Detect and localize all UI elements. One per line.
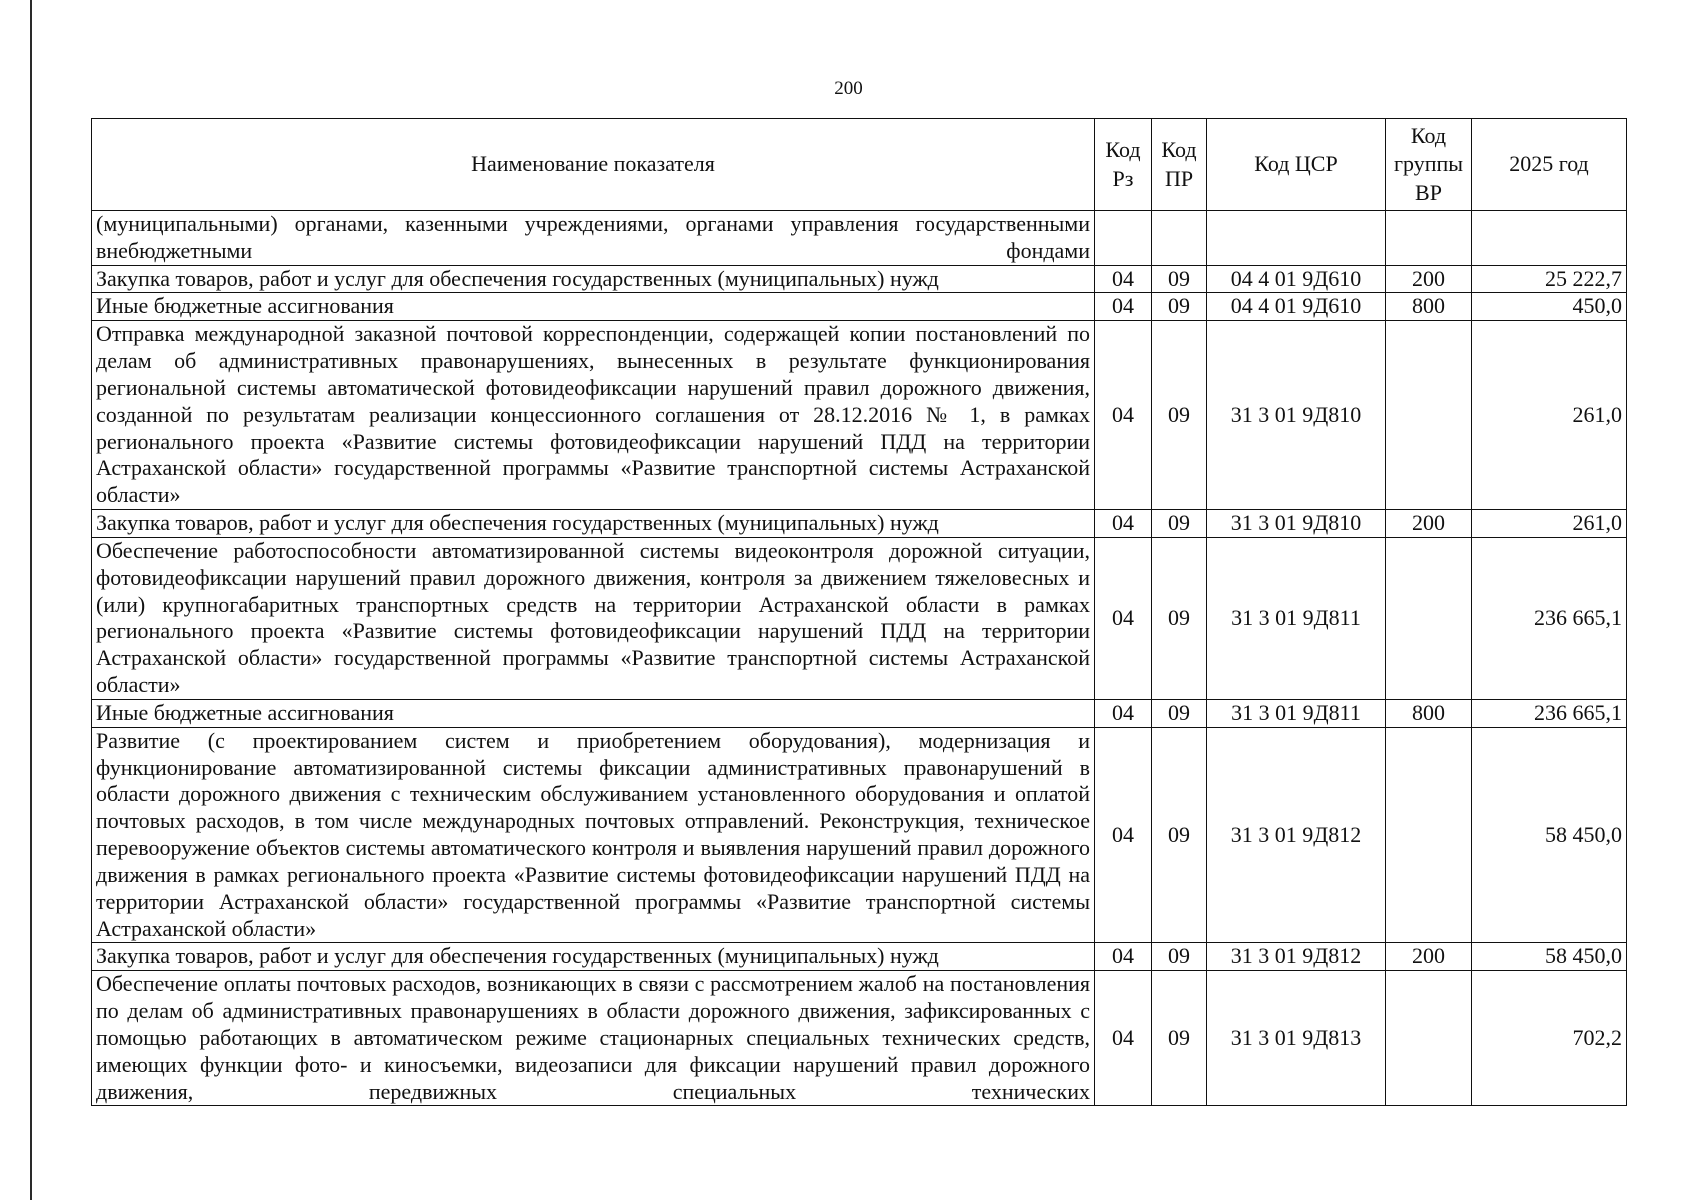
table-row: [92, 510, 1627, 538]
row-csr: 31 3 01 9Д812: [1207, 727, 1386, 943]
table-row: [92, 537, 1627, 699]
row-csr: [1207, 211, 1386, 266]
row-vr: 200: [1386, 265, 1472, 293]
row-amount: 702,2: [1472, 971, 1627, 1106]
table-row: [92, 943, 1627, 971]
row-vr: [1386, 537, 1472, 699]
row-rz: 04: [1095, 510, 1152, 538]
page-number: 200: [834, 78, 863, 99]
header-rz: Код Рз: [1095, 119, 1152, 211]
row-amount: 58 450,0: [1472, 943, 1627, 971]
row-pr: 09: [1152, 699, 1207, 727]
row-vr: 800: [1386, 293, 1472, 321]
row-amount: 25 222,7: [1472, 265, 1627, 293]
row-name: Иные бюджетные ассигнования: [92, 293, 1095, 321]
row-vr: [1386, 211, 1472, 266]
row-name: Обеспечение оплаты почтовых расходов, возникающих в связи с рассмотрением жалоб на постановления по делам об административных правонарушениях в области дорожного движения, зафиксированных с помощью работающих в автоматическом режиме стационарных специальных технических средств, имеющих функции фото- и киносъемки, видеозаписи для фиксации нарушений правил дорожного движения, передвижных специальных технических: [92, 971, 1095, 1106]
row-csr: 04 4 01 9Д610: [1207, 265, 1386, 293]
row-name: Закупка товаров, работ и услуг для обеспечения государственных (муниципальных) нужд: [92, 265, 1095, 293]
row-amount: 450,0: [1472, 293, 1627, 321]
table-row: [92, 211, 1627, 266]
row-csr: 31 3 01 9Д811: [1207, 699, 1386, 727]
row-name: Обеспечение работоспособности автоматизированной системы видеоконтроля дорожной ситуации, фотовидеофиксации нарушений правил дорожного движения, контроля за движением тяжеловесных и (или) крупногабаритных транспортных средств на территории Астраханской области в рамках регионального проекта «Развитие системы фотовидеофиксации нарушений ПДД на территории Астраханской области» государственной программы «Развитие транспортной системы Астраханской области»: [92, 537, 1095, 699]
row-amount: 58 450,0: [1472, 727, 1627, 943]
row-pr: 09: [1152, 971, 1207, 1106]
row-rz: 04: [1095, 943, 1152, 971]
row-rz: 04: [1095, 293, 1152, 321]
row-rz: 04: [1095, 265, 1152, 293]
row-name: Развитие (с проектированием систем и приобретением оборудования), модернизация и функционирование автоматизированной системы фиксации административных правонарушений в области дорожного движения с техническим обслуживанием установленного оборудования и оплатой почтовых расходов, в том числе международных почтовых отправлений. Реконструкция, техническое перевооружение объектов системы автоматического контроля и выявления нарушений правил дорожного движения в рамках регионального проекта «Развитие системы фотовидеофиксации нарушений ПДД на территории Астраханской области» государственной программы «Развитие транспортной системы Астраханской области»: [92, 727, 1095, 943]
row-vr: [1386, 971, 1472, 1106]
row-vr: 200: [1386, 510, 1472, 538]
row-csr: 31 3 01 9Д811: [1207, 537, 1386, 699]
row-rz: 04: [1095, 727, 1152, 943]
page-margin-rule: [30, 0, 32, 1200]
table-row: [92, 321, 1627, 510]
row-pr: 09: [1152, 943, 1207, 971]
row-amount: 261,0: [1472, 321, 1627, 510]
row-pr: 09: [1152, 727, 1207, 943]
row-rz: 04: [1095, 971, 1152, 1106]
table-row: [92, 699, 1627, 727]
row-name: Иные бюджетные ассигнования: [92, 699, 1095, 727]
row-name: (муниципальными) органами, казенными учреждениями, органами управления государственными внебюджетными фондами: [92, 211, 1095, 266]
row-amount: 236 665,1: [1472, 537, 1627, 699]
table-row: [92, 265, 1627, 293]
header-year: 2025 год: [1472, 119, 1627, 211]
row-rz: 04: [1095, 699, 1152, 727]
row-vr: [1386, 321, 1472, 510]
table-row: [92, 727, 1627, 943]
row-amount: [1472, 211, 1627, 266]
row-vr: 800: [1386, 699, 1472, 727]
header-csr: Код ЦСР: [1207, 119, 1386, 211]
row-csr: 31 3 01 9Д812: [1207, 943, 1386, 971]
row-name: Закупка товаров, работ и услуг для обеспечения государственных (муниципальных) нужд: [92, 943, 1095, 971]
row-amount: 261,0: [1472, 510, 1627, 538]
row-pr: [1152, 211, 1207, 266]
row-rz: 04: [1095, 537, 1152, 699]
header-vr: Код группы ВР: [1386, 119, 1472, 211]
header-pr: Код ПР: [1152, 119, 1207, 211]
table-row: [92, 971, 1627, 1106]
header-name: Наименование показателя: [92, 119, 1095, 211]
row-vr: [1386, 727, 1472, 943]
row-pr: 09: [1152, 510, 1207, 538]
row-pr: 09: [1152, 321, 1207, 510]
row-csr: 31 3 01 9Д813: [1207, 971, 1386, 1106]
row-name: Отправка международной заказной почтовой корреспонденции, содержащей копии постановлений по делам об административных правонарушениях, вынесенных в результате функционирования региональной системы автоматической фотовидеофиксации нарушений правил дорожного движения, созданной по результатам реализации концессионного соглашения от 28.12.2016 № 1, в рамках регионального проекта «Развитие системы фотовидеофиксации нарушений ПДД на территории Астраханской области» государственной программы «Развитие транспортной системы Астраханской области»: [92, 321, 1095, 510]
budget-table: [91, 118, 1627, 1106]
table-header-row: [92, 119, 1627, 211]
row-csr: 31 3 01 9Д810: [1207, 510, 1386, 538]
row-pr: 09: [1152, 293, 1207, 321]
table-row: [92, 293, 1627, 321]
row-rz: [1095, 211, 1152, 266]
row-csr: 31 3 01 9Д810: [1207, 321, 1386, 510]
row-rz: 04: [1095, 321, 1152, 510]
row-amount: 236 665,1: [1472, 699, 1627, 727]
row-csr: 04 4 01 9Д610: [1207, 293, 1386, 321]
row-vr: 200: [1386, 943, 1472, 971]
row-pr: 09: [1152, 265, 1207, 293]
row-pr: 09: [1152, 537, 1207, 699]
row-name: Закупка товаров, работ и услуг для обеспечения государственных (муниципальных) нужд: [92, 510, 1095, 538]
